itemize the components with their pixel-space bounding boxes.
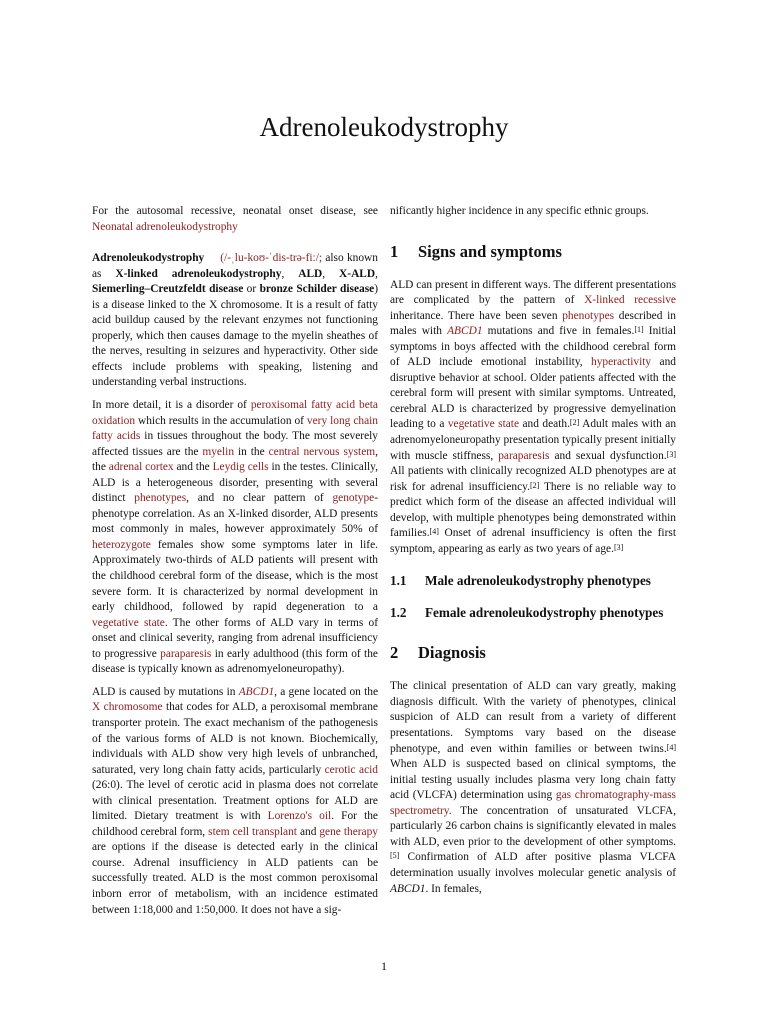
link-myelin[interactable]: myelin [202,445,235,458]
text: females show some symptoms later in life. Approximately two-thirds of ALD patients will present with the childhood cerebral form of the disease, which is the most severe form. It is characterized by normal development in early childhood, followed by rapid degeneration to a [92,538,378,614]
citation-ref[interactable]: [2] [529,480,540,490]
citation-ref[interactable]: [3] [613,542,624,552]
text: described in males with [390,309,676,338]
right-column [390,204,676,904]
text: in tissues throughout the body. The most severely affected tissues are the [92,430,378,458]
section-title: Male adrenoleukodystrophy phenotypes [425,573,651,589]
text: and sexual dysfunction. [549,449,667,462]
text: also known as [92,252,378,280]
text: and disruptive behavior at school. Older patients affected with the cerebral form will present with similar symptoms. Untreated, cerebral ALD is characterized by progressive demyelination leading to a [390,356,676,431]
citation-ref[interactable]: [3] [666,449,676,459]
text: and the [173,461,213,474]
text: , a gene located on the [274,685,379,698]
gene-name: ABCD1 [390,882,426,895]
alt-name: ALD [298,267,323,280]
text: , [322,267,340,280]
alt-name: bronze Schilder disease [259,283,375,296]
text: in the testes. Clinically, ALD is a heterogeneous disorder, presenting with several distinct [92,461,378,505]
text: inheritance. There have been seven [390,309,563,322]
text: , [281,267,299,280]
citation-ref[interactable]: [2] [569,418,580,428]
section-number: 1.2 [390,605,407,621]
text: mutations and five in females. [482,325,635,338]
detail-paragraph [92,398,378,678]
text: Onset of adrenal insufficiency is often the first symptom, appearing as early as two years of age. [390,527,676,555]
page-number: 1 [381,959,387,973]
link-vegetative-state[interactable]: vegetative state [447,418,520,431]
section-number: 1.1 [390,573,407,589]
text: In more detail, it is a disorder of [92,399,251,412]
link-central-nervous-system[interactable]: central nervous system [268,445,376,458]
text: ALD can present in different ways. The different presentations are complicated by the pattern of [390,278,676,307]
alt-name: X-linked adrenoleukodystrophy [115,267,282,280]
section-number: 2 [390,643,399,663]
link-x-linked-recessive[interactable]: X-linked recessive [584,294,676,307]
text: ) is a disease linked to the X chromosome. It is a result of fatty acid buildup caused by the relevant enzymes not functioning properly, which then causes damage to the myelin sheathes of the nerves, resulting in seizures and hyperactivity. Other side effects include problems with speaking, listening and understanding verbal instructions. [92,283,379,389]
text: . For the childhood cerebral form, [92,810,378,838]
hatnote [92,204,378,235]
link-x-chromosome[interactable]: X chromosome [92,701,163,714]
link-adrenal-cortex[interactable]: adrenal cortex [108,461,174,474]
link-heterozygote[interactable]: heterozygote [92,538,151,551]
continued-text: nificantly higher incidence in any specific ethnic groups. [390,205,649,217]
text: All patients with clinically recognized ALD phenotypes are at risk for adrenal insufficiency. [390,465,676,493]
text: Adult males with an adrenomyeloneuropathy presentation typically present initially with muscle stiffness, [390,418,677,462]
page-title: Adrenoleukodystrophy [259,112,509,142]
text: (26:0). The level of cerotic acid in plasma does not correlate with clinical presentation. Treatment options for ALD are limited. Dietary treatment is with [92,779,378,823]
subsection-heading-male-phenotypes [390,573,676,589]
section-title: Female adrenoleukodystrophy phenotypes [425,605,664,621]
text: that codes for ALD, a peroxisomal membrane transporter protein. The exact mechanism of the pathogenesis of the various forms of ALD is not known. Biochemically, individuals with ALD show very high levels of unbranched, saturated, very long chain fatty acids, particularly [92,701,378,776]
text: . In females, [425,882,482,895]
intro-paragraph [92,251,378,391]
text: in early adulthood (this form of the disease is typically known as adrenomyeloneuropathy). [92,647,378,676]
alt-name: X-ALD [339,267,376,280]
hatnote-text: For the autosomal recessive, neonatal onset disease, see [92,205,378,217]
text: There is no reliable way to predict which form of the disease an affected individual will develop, with multiple phenotypes being demonstrated within families. [390,480,676,540]
text: or [243,283,260,296]
section-title: Diagnosis [418,643,486,663]
link-paraparesis[interactable]: paraparesis [160,647,212,660]
link-phenotypes[interactable]: phenotypes [562,309,615,322]
symptoms-paragraph [390,278,676,558]
text: , [375,267,378,280]
link-peroxisomal-beta-oxidation[interactable]: peroxisomal fatty acid beta oxidation [92,399,378,427]
text: which results in the accumulation of [135,414,307,427]
link-neonatal-adrenoleukodystrophy[interactable]: Neonatal adrenoleukodystrophy [92,220,238,233]
link-vlcfa[interactable]: very long chain fatty acids [92,414,378,443]
text: Confirmation of ALD after positive plasma VLCFA determination usually involves molecular genetic analysis of [390,851,676,879]
link-hyperactivity[interactable]: hyperactivity [591,356,652,369]
section-title: Signs and symptoms [418,241,562,261]
link-lorenzos-oil[interactable]: Lorenzo's oil [267,810,332,823]
left-column [92,204,378,925]
text: -phenotype correlation. As an X-linked disorder, ALD presents most commonly in males, however approximately 50% of [92,492,378,536]
subsection-heading-female-phenotypes [390,605,676,621]
text: The clinical presentation of ALD can vary greatly, making diagnosis difficult. With the variety of phenotypes, clinical suspicion of ALD can result from a variety of different presentations. Symptoms vary based on the disease phenotype, and even within families or between twins. [390,680,676,755]
link-gc-ms[interactable]: gas chromatography-mass spectrometry [390,789,676,817]
text: and [296,825,320,838]
diagnosis-paragraph [390,679,676,897]
link-phenotypes[interactable]: phenotypes [134,492,187,505]
text: . The concentration of unsaturated VLCFA, particularly 26 carbon chains is significantly elevated in males with ALD, even prior to the development of other symptoms. [390,804,676,848]
section-number: 1 [390,241,399,261]
citation-ref[interactable]: [4] [429,527,439,537]
link-paraparesis[interactable]: paraparesis [498,449,550,462]
cause-paragraph [92,685,378,918]
text: ALD is caused by mutations in [92,685,239,698]
text: . The other forms of ALD vary in terms of onset and clinical severity, ranging from adrenal insufficiency to progressive [92,616,378,660]
link-genotype[interactable]: genotype [332,492,375,505]
link-cerotic-acid[interactable]: cerotic acid [324,763,378,776]
link-abcd1[interactable]: ABCD1 [447,325,483,338]
text: and death. [519,418,570,431]
link-gene-therapy[interactable]: gene therapy [319,825,378,838]
citation-ref[interactable]: [1] [634,325,644,335]
citation-ref[interactable]: [5] [390,851,400,861]
text: , the [92,445,378,474]
text: in the [234,445,269,458]
link-pronunciation[interactable]: (/-ˌlu-koʊ-ˈdis-trə-fiː/; [220,252,323,265]
text: , and no clear pattern of [186,492,333,505]
text: Initial symptoms in boys affected with the childhood cerebral form of ALD include emotional instability, [390,325,676,369]
link-vegetative-state[interactable]: vegetative state [92,616,165,629]
link-stem-cell-transplant[interactable]: stem cell transplant [208,825,297,838]
section-heading-diagnosis [390,643,676,663]
article-name: Adrenoleukodystrophy [92,252,205,265]
text: are options if the disease is detected early in the clinical course. Adrenal insufficiency in ALD patients can be successfully treated. ALD is the most common peroxisomal inborn error of metabolism, with an incidence estimated between 1:18,000 and 1:50,000. It does not have a sig- [92,841,378,916]
alt-name: Siemerling–Creutzfeldt disease [92,283,244,296]
section-heading-signs-symptoms [390,242,676,262]
link-abcd1[interactable]: ABCD1 [238,685,275,698]
text: When ALD is suspected based on clinical symptoms, the initial testing usually includes plasma very long chain fatty acid (VLCFA) determination using [390,758,676,802]
citation-ref[interactable]: [4] [666,742,676,752]
link-leydig-cells[interactable]: Leydig cells [212,461,269,474]
